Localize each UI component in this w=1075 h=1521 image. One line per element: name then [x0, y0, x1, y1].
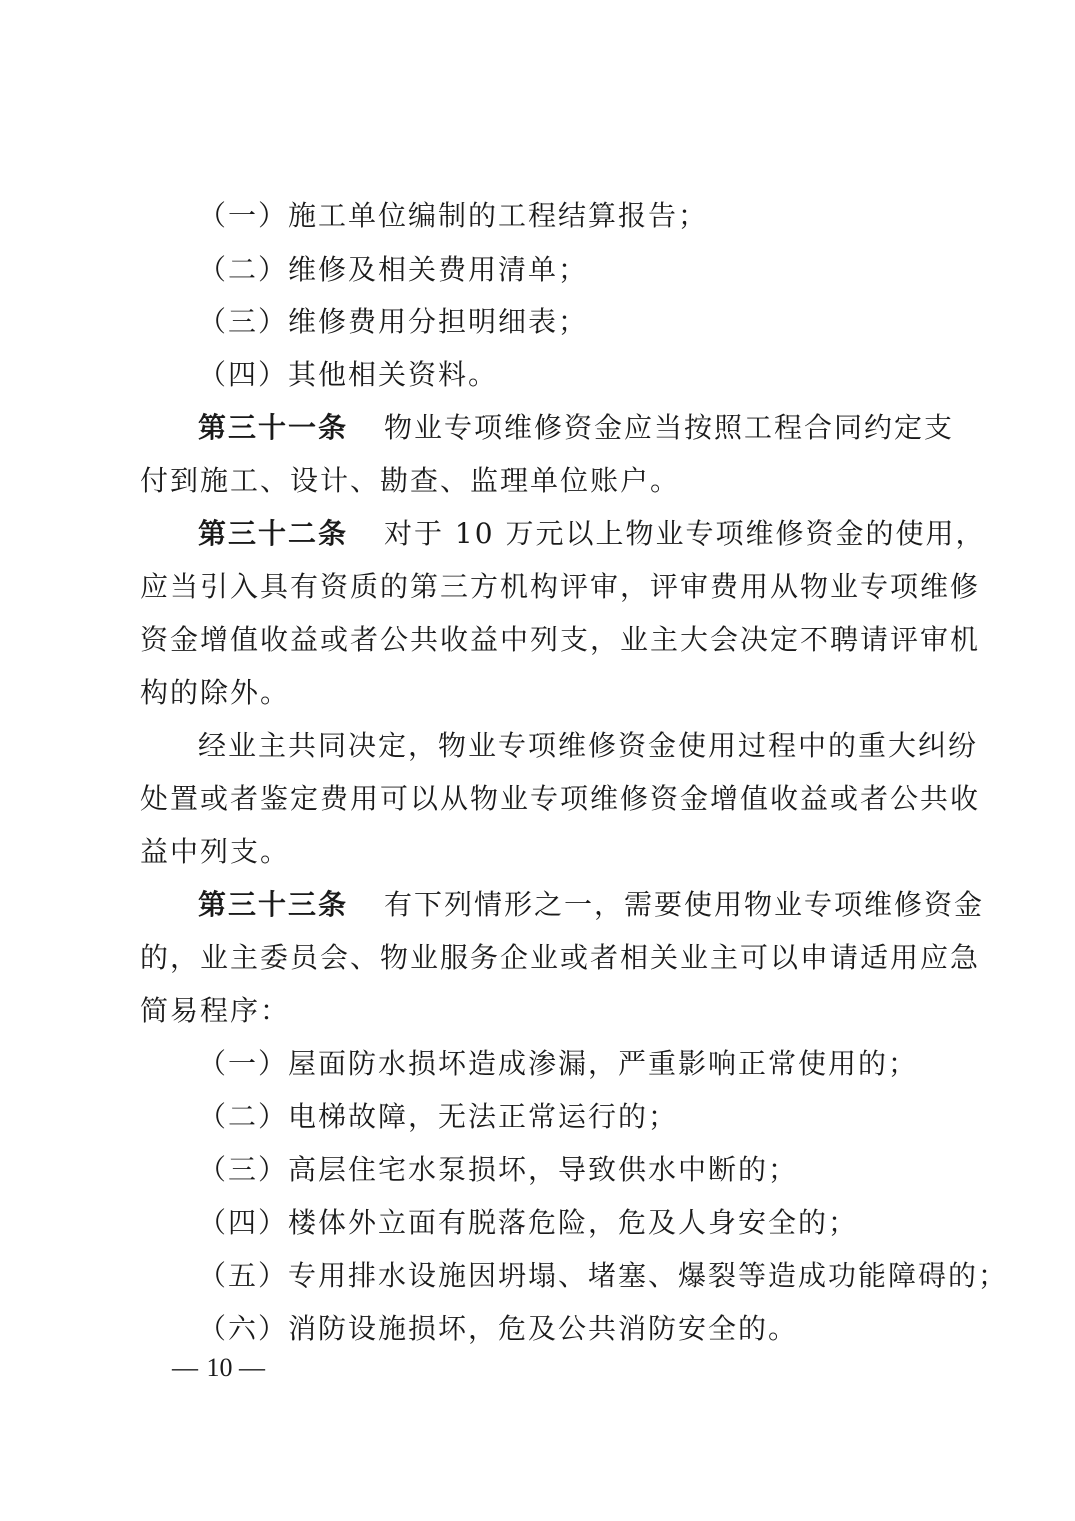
article-32-line-4: 构的除外。	[140, 676, 291, 709]
article-31-text: 物业专项维修资金应当按照工程合同约定支	[384, 411, 955, 444]
page-number	[172, 1350, 267, 1386]
article-32-text: 对于 10 万元以上物业专项维修资金的使用，	[384, 517, 986, 550]
list-item: （六）消防设施损坏，危及公共消防安全的。	[198, 1312, 799, 1345]
list-item: （二）电梯故障，无法正常运行的；	[198, 1100, 679, 1133]
article-31-heading: 第三十一条	[198, 411, 349, 444]
article-33-heading: 第三十三条	[198, 888, 349, 921]
article-32-para-2-line-3: 益中列支。	[140, 835, 291, 868]
list-item: （一）屋面防水损坏造成渗漏，严重影响正常使用的；	[198, 1047, 919, 1080]
article-33-text: 有下列情形之一，需要使用物业专项维修资金	[384, 888, 985, 921]
list-item: （四）其他相关资料。	[198, 358, 499, 391]
page-number-dash-right: —	[239, 1353, 265, 1382]
list-item: （五）专用排水设施因坍塌、堵塞、爆裂等造成功能障碍的；	[198, 1259, 1009, 1292]
article-32-line-3: 资金增值收益或者公共收益中列支，业主大会决定不聘请评审机	[140, 623, 981, 656]
list-item: （三）高层住宅水泵损坏，导致供水中断的；	[198, 1153, 799, 1186]
page-number-dash-left: —	[172, 1353, 198, 1382]
article-31-line-1	[198, 408, 955, 448]
article-32-line-1	[198, 514, 986, 554]
article-32-line-2: 应当引入具有资质的第三方机构评审，评审费用从物业专项维修	[140, 570, 981, 603]
article-32-para-2-line-1: 经业主共同决定，物业专项维修资金使用过程中的重大纠纷	[198, 729, 979, 762]
page-number-value: 10	[206, 1353, 233, 1382]
article-32-heading: 第三十二条	[198, 517, 349, 550]
article-31-line-2: 付到施工、设计、勘查、监理单位账户。	[140, 464, 681, 497]
article-33-line-1	[198, 885, 985, 925]
list-item: （一）施工单位编制的工程结算报告；	[198, 199, 709, 232]
list-item: （四）楼体外立面有脱落危险，危及人身安全的；	[198, 1206, 859, 1239]
list-item: （三）维修费用分担明细表；	[198, 305, 589, 338]
article-32-para-2-line-2: 处置或者鉴定费用可以从物业专项维修资金增值收益或者公共收	[140, 782, 981, 815]
article-33-line-2: 的，业主委员会、物业服务企业或者相关业主可以申请适用应急	[140, 941, 981, 974]
list-item: （二）维修及相关费用清单；	[198, 253, 589, 286]
article-33-line-3: 简易程序：	[140, 994, 291, 1027]
